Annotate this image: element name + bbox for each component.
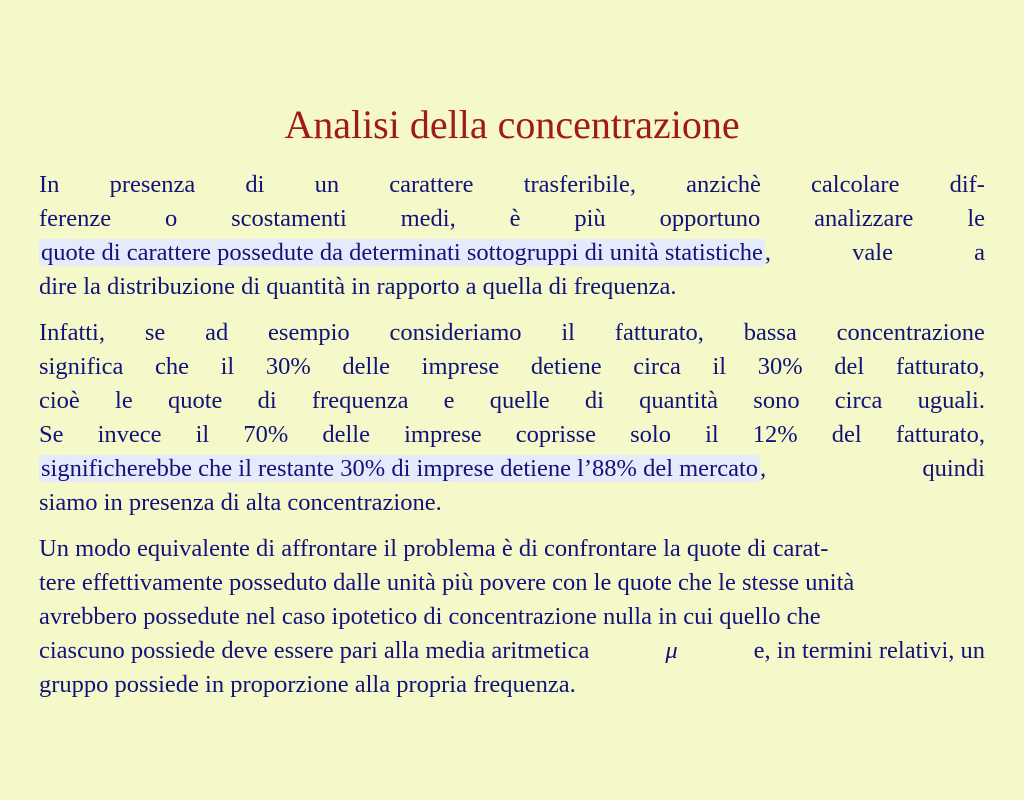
word: In bbox=[39, 171, 60, 198]
word: siamo in presenza di alta concentrazione. bbox=[39, 489, 442, 516]
text-line bbox=[39, 202, 985, 236]
word: circa bbox=[633, 353, 681, 380]
word: le bbox=[115, 387, 133, 414]
text-line bbox=[39, 236, 985, 270]
word: carattere bbox=[389, 171, 474, 198]
word: presenza bbox=[109, 171, 196, 198]
word: se bbox=[144, 319, 166, 346]
word: che bbox=[155, 353, 189, 380]
word: fatturato, bbox=[614, 319, 704, 346]
word: 30% bbox=[757, 353, 803, 380]
text-line bbox=[39, 532, 985, 566]
word: analizzare bbox=[814, 205, 914, 232]
slide-body bbox=[39, 168, 985, 714]
word: coprisse bbox=[515, 421, 597, 448]
word: ad bbox=[205, 319, 229, 346]
word: del bbox=[831, 421, 862, 448]
highlighted-phrase: quote di carattere possedute da determinati sottogruppi di unità statistiche, bbox=[41, 239, 771, 266]
word: gruppo possiede in proporzione alla propria frequenza. bbox=[39, 671, 576, 698]
word: un bbox=[314, 171, 340, 198]
word: il bbox=[712, 353, 727, 380]
text-line bbox=[39, 566, 985, 600]
word: il bbox=[220, 353, 235, 380]
word: di bbox=[245, 171, 265, 198]
word: solo bbox=[630, 421, 671, 448]
word: ferenze bbox=[39, 205, 112, 232]
word: bassa bbox=[743, 319, 797, 346]
word: consideriamo bbox=[389, 319, 522, 346]
word: il bbox=[705, 421, 719, 448]
word: 70% bbox=[243, 421, 289, 448]
word: imprese bbox=[421, 353, 500, 380]
text-line bbox=[39, 350, 985, 384]
word: frequenza bbox=[311, 387, 409, 414]
word: circa bbox=[834, 387, 883, 414]
page-title: Analisi della concentrazione bbox=[284, 102, 740, 147]
word: trasferibile, bbox=[523, 171, 636, 198]
text-line bbox=[39, 418, 985, 452]
word: 12% bbox=[752, 421, 798, 448]
word: il bbox=[561, 319, 575, 346]
word: quote bbox=[167, 387, 223, 414]
word: delle bbox=[342, 353, 391, 380]
word: medi, bbox=[400, 205, 456, 232]
word: Un modo equivalente di affrontare il problema è di confrontare la quote di carat- bbox=[39, 535, 829, 562]
word: 30% bbox=[265, 353, 311, 380]
word: del bbox=[834, 353, 865, 380]
text-line bbox=[39, 384, 985, 418]
word: avrebbero possedute nel caso ipotetico di concentrazione nulla in cui quello che bbox=[39, 603, 821, 630]
paragraph-1 bbox=[39, 168, 985, 304]
word: invece bbox=[97, 421, 162, 448]
word: Infatti, bbox=[39, 319, 105, 346]
text-line bbox=[39, 634, 985, 668]
word: di bbox=[257, 387, 277, 414]
text-line bbox=[39, 600, 985, 634]
highlighted-text: significherebbe che il restante 30% di imprese detiene l’88% del mercato bbox=[41, 455, 759, 482]
paragraph-3 bbox=[39, 532, 985, 702]
highlighted-phrase: significherebbe che il restante 30% di imprese detiene l’88% del mercato, bbox=[41, 455, 767, 482]
word: fatturato, bbox=[895, 353, 985, 380]
word: detiene bbox=[530, 353, 602, 380]
word: e bbox=[443, 387, 455, 414]
word: sono bbox=[753, 387, 800, 414]
word: il bbox=[195, 421, 210, 448]
word: dire la distribuzione di quantità in rapporto a quella di frequenza. bbox=[39, 273, 677, 300]
paragraph-2 bbox=[39, 316, 985, 520]
word: delle bbox=[322, 421, 370, 448]
text-line bbox=[39, 486, 985, 520]
word: significa bbox=[39, 353, 124, 380]
word: concentrazione bbox=[836, 319, 985, 346]
word: fatturato, bbox=[895, 421, 985, 448]
word: più bbox=[574, 205, 606, 232]
mu-symbol: μ bbox=[665, 637, 678, 664]
word: quelle bbox=[489, 387, 550, 414]
word: esempio bbox=[268, 319, 350, 346]
word: le bbox=[967, 205, 985, 232]
word: vale bbox=[852, 239, 893, 266]
word: tere effettivamente posseduto dalle unità più povere con le quote che le stesse unità bbox=[39, 569, 855, 596]
word: quindi bbox=[922, 455, 985, 482]
word: dif- bbox=[949, 171, 985, 198]
word: imprese bbox=[404, 421, 482, 448]
word: ciascuno possiede deve essere pari alla media aritmetica bbox=[39, 637, 590, 664]
text-line bbox=[39, 452, 985, 486]
word: uguali. bbox=[917, 387, 985, 414]
word: opportuno bbox=[659, 205, 761, 232]
word: calcolare bbox=[811, 171, 900, 198]
text-line bbox=[39, 168, 985, 202]
word: o bbox=[164, 205, 178, 232]
highlighted-text: quote di carattere possedute da determinati sottogruppi di unità statistiche bbox=[41, 239, 763, 266]
word: quantità bbox=[639, 387, 719, 414]
word: e, in termini relativi, un bbox=[753, 637, 985, 664]
text-line bbox=[39, 270, 985, 304]
word: a bbox=[974, 239, 985, 266]
word: cioè bbox=[39, 387, 80, 414]
text-line bbox=[39, 668, 985, 702]
word: scostamenti bbox=[231, 205, 347, 232]
word: Se bbox=[39, 421, 64, 448]
word: di bbox=[584, 387, 604, 414]
word: è bbox=[509, 205, 521, 232]
word: anzichè bbox=[686, 171, 761, 198]
text-line bbox=[39, 316, 985, 350]
